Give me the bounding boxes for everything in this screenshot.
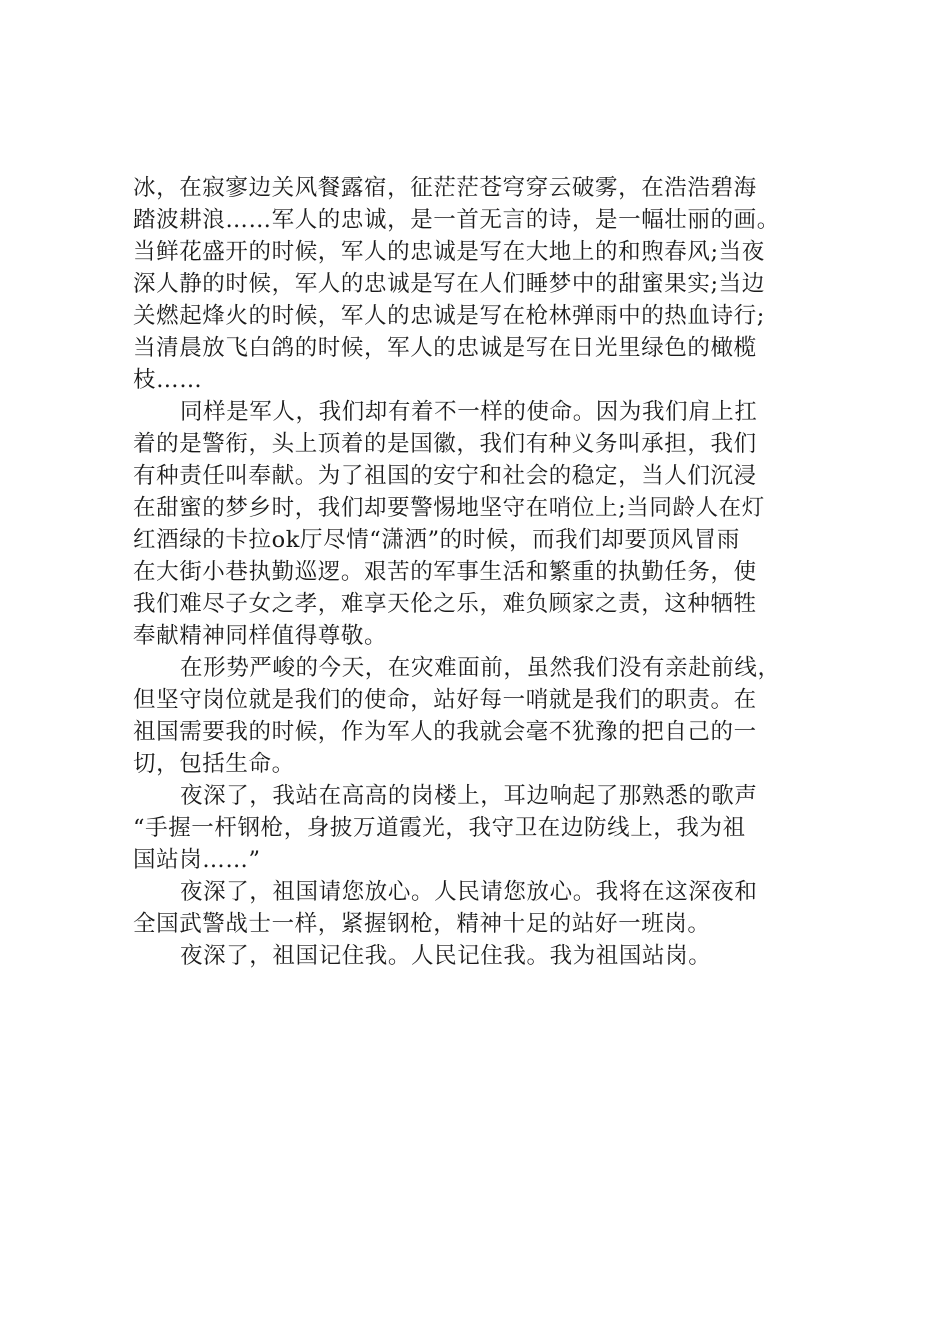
text-line: 但坚守岗位就是我们的使命，站好每一哨就是我们的职责。在	[133, 687, 757, 713]
text-line: 有种责任叫奉献。为了祖国的安宁和社会的稳定，当人们沉浸	[133, 463, 757, 489]
text-line: 祖国需要我的时候，作为军人的我就会毫不犹豫的把自己的一	[133, 719, 757, 745]
paragraph-start-line: 夜深了，我站在高高的岗楼上，耳边响起了那熟悉的歌声	[180, 783, 758, 809]
text-line: 切，包括生命。	[133, 751, 295, 777]
body-text	[133, 172, 833, 972]
text-line: 在甜蜜的梦乡时，我们却要警惕地坚守在哨位上;当同龄人在灯	[133, 495, 765, 521]
paragraph-start-line: 同样是军人，我们却有着不一样的使命。因为我们肩上扛	[180, 399, 758, 425]
text-line: 红酒绿的卡拉ok厅尽情“潇洒”的时候，而我们却要顶风冒雨	[133, 527, 740, 553]
text-line: 深人静的时候，军人的忠诚是写在人们睡梦中的甜蜜果实;当边	[133, 271, 765, 297]
text-line: 关燃起烽火的时候，军人的忠诚是写在枪林弹雨中的热血诗行;	[133, 303, 765, 329]
paragraph-start-line: 在形势严峻的今天，在灾难面前，虽然我们没有亲赴前线，	[180, 655, 781, 681]
paragraph-start-line: 夜深了，祖国记住我。人民记住我。我为祖国站岗。	[180, 943, 712, 969]
text-line: 国站岗……”	[133, 847, 261, 873]
paragraph-start-line: 夜深了，祖国请您放心。人民请您放心。我将在这深夜和	[180, 879, 758, 905]
text-line: 在大街小巷执勤巡逻。艰苦的军事生活和繁重的执勤任务，使	[133, 559, 757, 585]
text-line: 当鲜花盛开的时候，军人的忠诚是写在大地上的和煦春风;当夜	[133, 239, 765, 265]
text-line: 踏波耕浪……军人的忠诚，是一首无言的诗，是一幅壮丽的画。	[133, 207, 780, 233]
text-line: “手握一杆钢枪，身披万道霞光，我守卫在边防线上，我为祖	[133, 815, 746, 841]
text-line: 全国武警战士一样，紧握钢枪，精神十足的站好一班岗。	[133, 911, 711, 937]
text-line: 当清晨放飞白鸽的时候，军人的忠诚是写在日光里绿色的橄榄	[133, 335, 757, 361]
text-line: 枝……	[133, 367, 203, 393]
text-line: 冰，在寂寥边关风餐露宿，征茫茫苍穹穿云破雾，在浩浩碧海	[133, 175, 757, 201]
text-line: 我们难尽子女之孝，难享天伦之乐，难负顾家之责，这种牺牲	[133, 591, 757, 617]
text-line: 着的是警衔，头上顶着的是国徽，我们有种义务叫承担，我们	[133, 431, 757, 457]
text-line: 奉献精神同样值得尊敬。	[133, 623, 388, 649]
